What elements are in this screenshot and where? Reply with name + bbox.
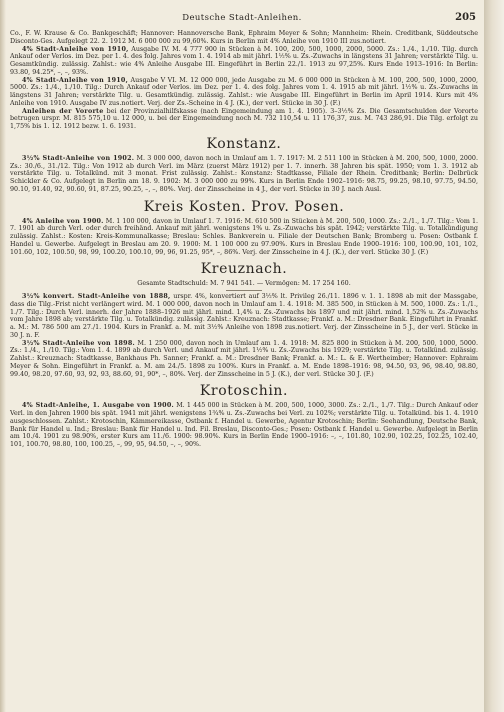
kosten-entry: [10, 218, 478, 257]
page-edge: [484, 0, 504, 712]
section-title-konstanz: Konstanz.: [206, 135, 282, 152]
kreuznach-entry-2: [10, 340, 478, 379]
page-number: 205: [455, 12, 476, 23]
kosten-paragraph: M. 1 100 000, davon in Umlauf 1. 7. 1916: M. 610 500 in Stücken à M. 200, 500, 1000. Zs.: 2./1., 1./7. Tilg.: Vom 1. 7. 1901 ab durch Verl. oder durch freihänd. Ankauf mit jährl. wenigstens 1% u. Zs.-Zuwachs bis spät. 1942; verstärkte Tilg. u. Totalkündigung zulässig. Zahlst.: Kosten: Kreis-Kommunalkasse; Breslau: Schles. Bankverein u. Filiale der Deutschen Bank; Bromberg u. Posen: Ostbank f. Handel u. Gewerbe. Aufgelegt in Breslau am 20. 9. 1900: M. 1 100 000 zu 97.90%. Kurs in Breslau Ende 1900–1916: 100, 100.90, 101, 102, 101.60, 102, 100.50, 98, 99, 100.20, 100.10, 99, 96, 91.25, 95*, –, 86%. Verj. der Zinsscheine in 4 J. (K.), der verl. Stücke 30 J. (F.): [10, 217, 478, 256]
section-divider: [226, 290, 262, 291]
binding-shadow: [0, 0, 6, 712]
running-title: Deutsche Stadt-Anleihen.: [182, 13, 302, 23]
intro-entry-2: [10, 46, 478, 77]
intro-paragraph-3: Ausgabe V VI. M. 12 000 000, jede Ausgabe zu M. 6 000 000 in Stücken à M. 100, 200, 500, 1000, 2000, 5000. Zs.: 1./4., 1./10. Tilg.: Durch Ankauf oder Verlos. im Dez. per 1. 4. des folg. Jahres vom 1. 4. 1915 ab mit jährl. 1½% u. Zs.-Zuwachs in längstens 31 Jahren; verstärkte Tilg. u. Gesamtkündig. zulässig. Zahlst.: wie Ausgabe III. Eingeführt in Berlin im April 1914. Kurs mit 4% Anleihe von 1910. Ausgabe IV zus.notiert. Verj. der Zs.-Scheine in 4 J. (K.), der verl. Stücke in 30 J. (F.): [10, 76, 479, 107]
intro-heading-4: Anleihen der Vororte: [22, 107, 104, 115]
section-title-kreuznach: Kreuznach.: [200, 261, 288, 278]
kreuznach-paragraph-1: urspr. 4%, konvertiert auf 3½% lt. Privileg 26./11. 1896 v. 1. 1. 1898 ab mit der Massgabe, dass die Tilg.-Frist nicht verlängert wird. M. 1 000 000, davon noch in Umlauf am 1. 4. 1918: M. 385 500, in Stücken à M. 500, 1000. Zs.: 1./1., 1./7. Tilg.: Durch Verl. innerh. der Jahre 1888–1926 mit jährl. mind. 1,4% u. Zs.-Zuwachs bis 1897 und mit jährl. mind. 1,52% u. Zs.-Zuwachs vom Jahre 1898 ab; verstärkte Tilg. u. Totalkündig. zulässig. Zahlst.: Kreuznach: Stadtkasse; Frankf. a. M.: Dresdner Bank. Eingeführt in Frankf. a. M.: M. 786 500 am 27./1. 1904. Kurs in Frankf. a. M. mit 3½% Anleihe von 1898 zus.notiert. Verj. der Zinsscheine in 5 J., der verl. Stücke in 30 J. n. F.: [10, 293, 478, 339]
intro-heading-2: 4% Stadt-Anleihe von 1910,: [22, 45, 129, 53]
intro-paragraph-4: bei der Provinzialhilfskasse (nach Eingemeindung am 1. 4. 1905). 3–3½% Zs. Die Gesamtschulden der Vororte betrugen urspr. M. 815 575,10 u. 12 000, u. bei der Eingemeindung noch M. 732 110,54 u. 11 176,37, zus. M. 743 286,91. Die Tilg. erfolgt zu 1,75% bis 1. 12. 1912 bezw. 1. 6. 1931.: [10, 107, 478, 130]
konstanz-entry: [10, 155, 478, 194]
kreuznach-entry-1: [10, 293, 478, 340]
page-content: [10, 30, 478, 449]
krotoschin-paragraph: M. 1 445 000 in Stücken à M. 200, 500, 1000, 3000. Zs.: 2./1., 1./7. Tilg.: Durch Ankauf oder Verl. in den Jahren 1900 bis spät. 1941 mit jährl. wenigstens 1¾% u. Zs.-Zuwachs bei Verl. zu 102%; verstärkte Tilg. u. Totalkünd. bis 1. 4. 1910 ausgeschlossen. Zahlst.: Krotoschin, Kämmereikasse, Ostbank f. Handel u. Gewerbe, Agentur Krotoschin; Berlin: Seehandlung, Deutsche Bank, Bank für Handel u. Ind.; Breslau: Bank für Handel u. Ind. Fil. Breslau, Disconto-Ges.; Posen: Ostbank f. Handel u. Gewerbe. Aufgelegt in Berlin am 10./4. 1901 zu 98.90%, erster Kurs am 11./6. 1900: 98.90%. Kurs in Berlin Ende 1900–1916: –, –, 101.80, 102.90, 102.25, 102.25, 102.40, 101, 100.70, 98.80, 100, 100.25, –, 99, 95, 94.50, –, –, 90%.: [10, 402, 478, 448]
section-title-kosten: Kreis Kosten. Prov. Posen.: [143, 198, 345, 215]
intro-paragraph-2: Ausgabe IV. M. 4 777 900 in Stücken à M. 100, 200, 500, 1000, 2000, 5000. Zs.: 1./4., 1./10. Tilg. durch Ankauf oder Verlos. im Dez. per 1. 4. des folg. Jahres vom 1. 4. 1914 ab mit jährl. 1½% u. Zs.-Zuwachs in längstens 31 Jahren; verstärkte Tilg. u. Gesamtkündig. zulässig. Zahlst.: wie 4% Anleihe Ausgabe III. Eingeführt in Berlin 22./1. 1913 zu 97,25%. Kurs Ende 1913–1916: In Berlin: 93.80, 94.25*, –, –, 93%.: [10, 45, 478, 76]
intro-heading-3: 4% Stadt-Anleihe von 1910,: [22, 76, 129, 84]
kreuznach-subtitle: Gesamte Stadtschuld: M. 7 941 541. — Vermögen: M. 17 254 160.: [137, 280, 351, 288]
intro-entry-3: [10, 77, 478, 108]
kreuznach-heading-2: 3½% Stadt-Anleihe von 1898.: [22, 339, 135, 347]
kosten-heading: 4% Anleihe von 1900.: [22, 217, 104, 225]
page-header: [0, 12, 484, 26]
krotoschin-entry: [10, 402, 478, 449]
kreuznach-heading-1: 3½% konvert. Stadt-Anleihe von 1888,: [22, 293, 171, 300]
konstanz-heading: 3½% Stadt-Anleihe von 1902.: [22, 154, 135, 162]
intro-entry-4: [10, 108, 478, 131]
intro-paragraph-1: Co., F. W. Krause & Co. Bankgeschäft; Hannover: Hannoversche Bank, Ephraim Meyer & Sohn; Mannheim: Rhein. Creditbank, Süddeutsche Disconto-Ges. Aufgelegt 22. 2. 1912 M. 6 000 000 zu 99,60%. Kurs in Berlin mit 4% Anleihe von 1910 III zus.notiert.: [10, 30, 478, 45]
kreuznach-paragraph-2: M. 1 250 000, davon noch in Umlauf am 1. 4. 1918: M. 825 800 in Stücken à M. 200, 500, 1000, 5000. Zs.: 1./4., 1./10. Tilg.: Vom 1. 4. 1899 ab durch Verl. und Ankauf mit jährl. 1½% u. Zs.-Zuwachs bis 1929; verstärkte Tilg. u. Totalkünd. zulässig. Zahlst.: Kreuznach: Stadtkasse, Bankhaus Ph. Sanner; Frankf. a. M.: Dresdner Bank; Frankf. a. M.: L. & E. Wertheimber; Hannover: Ephraim Meyer & Sohn. Eingeführt in Frankf. a. M. am 24./5. 1898 zu 100%. Kurs in Frankf. a. M. Ende 1898–1916: 98, 94.50, 93, 96, 98.40, 98.80, 99.40, 98.20, 97.60, 93, 92, 93, 88.60, 91, 90*, –, 80%. Verj. der Zinsscheine in 5 J. (K.), der verl. Stücke 30 J. (F.): [10, 339, 478, 378]
krotoschin-heading: 4% Stadt-Anleihe, 1. Ausgabe von 1900.: [22, 402, 174, 410]
section-title-krotoschin: Krotoschin.: [199, 383, 289, 400]
konstanz-paragraph: M. 3 000 000, davon noch in Umlauf am 1. 7. 1917: M. 2 511 100 in Stücken à M. 200, 500, 1000, 2000. Zs.: 30./6., 31./12. Tilg.: Von 1912 ab durch Verl. im März (zuerst März 1912) per 1. 7. innerh. 38 Jahren bis spät. 1950; vom 1. 3. 1912 ab verstärkte Tilg. u. Totalkünd. mit 3 monat. Frist zulässig. Zahlst.: Konstanz: Stadtkasse, Filiale der Rhein. Creditbank; Berlin: Delbrück Schickler & Co. Aufgelegt in Berlin am 18. 9. 1902: M. 3 000 000 zu 99%. Kurs in Berlin Ende 1902–1916: 98.75, 99.25, 98.10, 97.75, 94.50, 90.10, 91.40, 92, 90.60, 91, 87.25, 90.25, –, –, 80%. Verj. der Zinsscheine in 4 J., der verl. Stücke in 30 J. nach Ausl.: [10, 154, 478, 193]
